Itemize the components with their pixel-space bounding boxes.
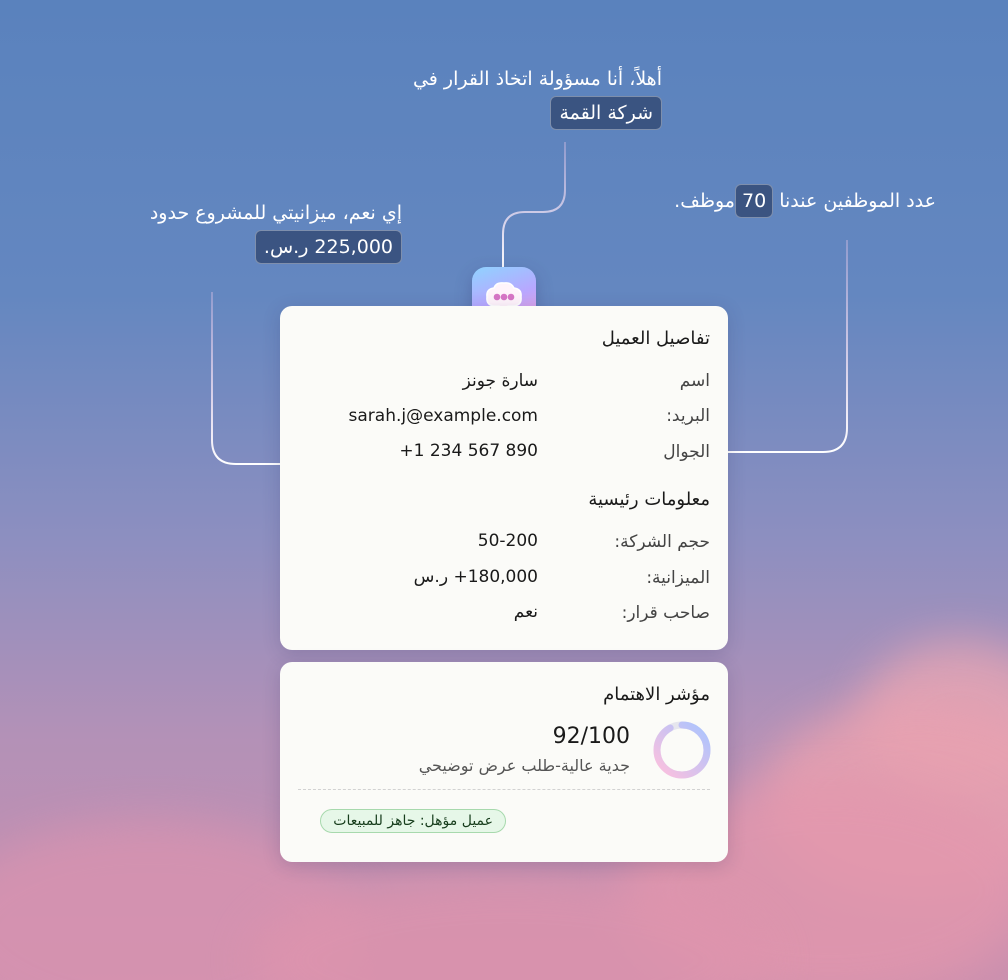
score-value: 92/100	[552, 724, 630, 749]
budget-label: :الميزانية	[646, 568, 710, 588]
decision-maker-value: نعم	[513, 602, 538, 622]
qualified-badge: عميل مؤهل: جاهز للمبيعات	[320, 809, 506, 833]
callout-decision-maker	[413, 64, 662, 130]
name-label: اسم	[679, 371, 710, 391]
email-label: البريد:	[666, 406, 710, 426]
callout-text: عدد الموظفين عندنا	[779, 190, 936, 212]
name-value: سارة جونز	[462, 371, 538, 391]
company-chip: شركة القمة	[550, 96, 662, 130]
email-value[interactable]: sarah.j@example.com	[348, 406, 538, 426]
score-ring-icon	[652, 720, 712, 780]
decision-maker-label: :صاحب قرار	[621, 603, 710, 623]
callout-budget	[150, 198, 402, 264]
score-subtitle: جدية عالية-طلب عرض توضيحي	[418, 756, 630, 775]
customer-details-card	[280, 306, 728, 650]
company-size-label: :حجم الشركة	[614, 532, 710, 552]
card-title: تفاصيل العميل	[601, 328, 710, 349]
callout-employees	[674, 184, 936, 218]
company-size-value: 50-200	[477, 531, 538, 551]
key-info-title: معلومات رئيسية	[588, 489, 710, 510]
callout-text: موظف.	[674, 190, 735, 212]
callout-text: أهلاً، أنا مسؤولة اتخاذ القرار في	[412, 68, 662, 90]
phone-value[interactable]: +1 234 567 890	[399, 441, 538, 461]
employees-chip: 70	[735, 184, 773, 218]
callout-text: إي نعم، ميزانيتي للمشروع حدود	[149, 202, 402, 224]
budget-value: 180,000+ ر.س	[413, 567, 538, 587]
divider	[298, 789, 710, 790]
card-title: مؤشر الاهتمام	[603, 684, 710, 705]
phone-label: الجوال	[663, 442, 710, 462]
interest-score-card	[280, 662, 728, 862]
budget-chip: 225,000 ر.س.	[255, 230, 402, 264]
